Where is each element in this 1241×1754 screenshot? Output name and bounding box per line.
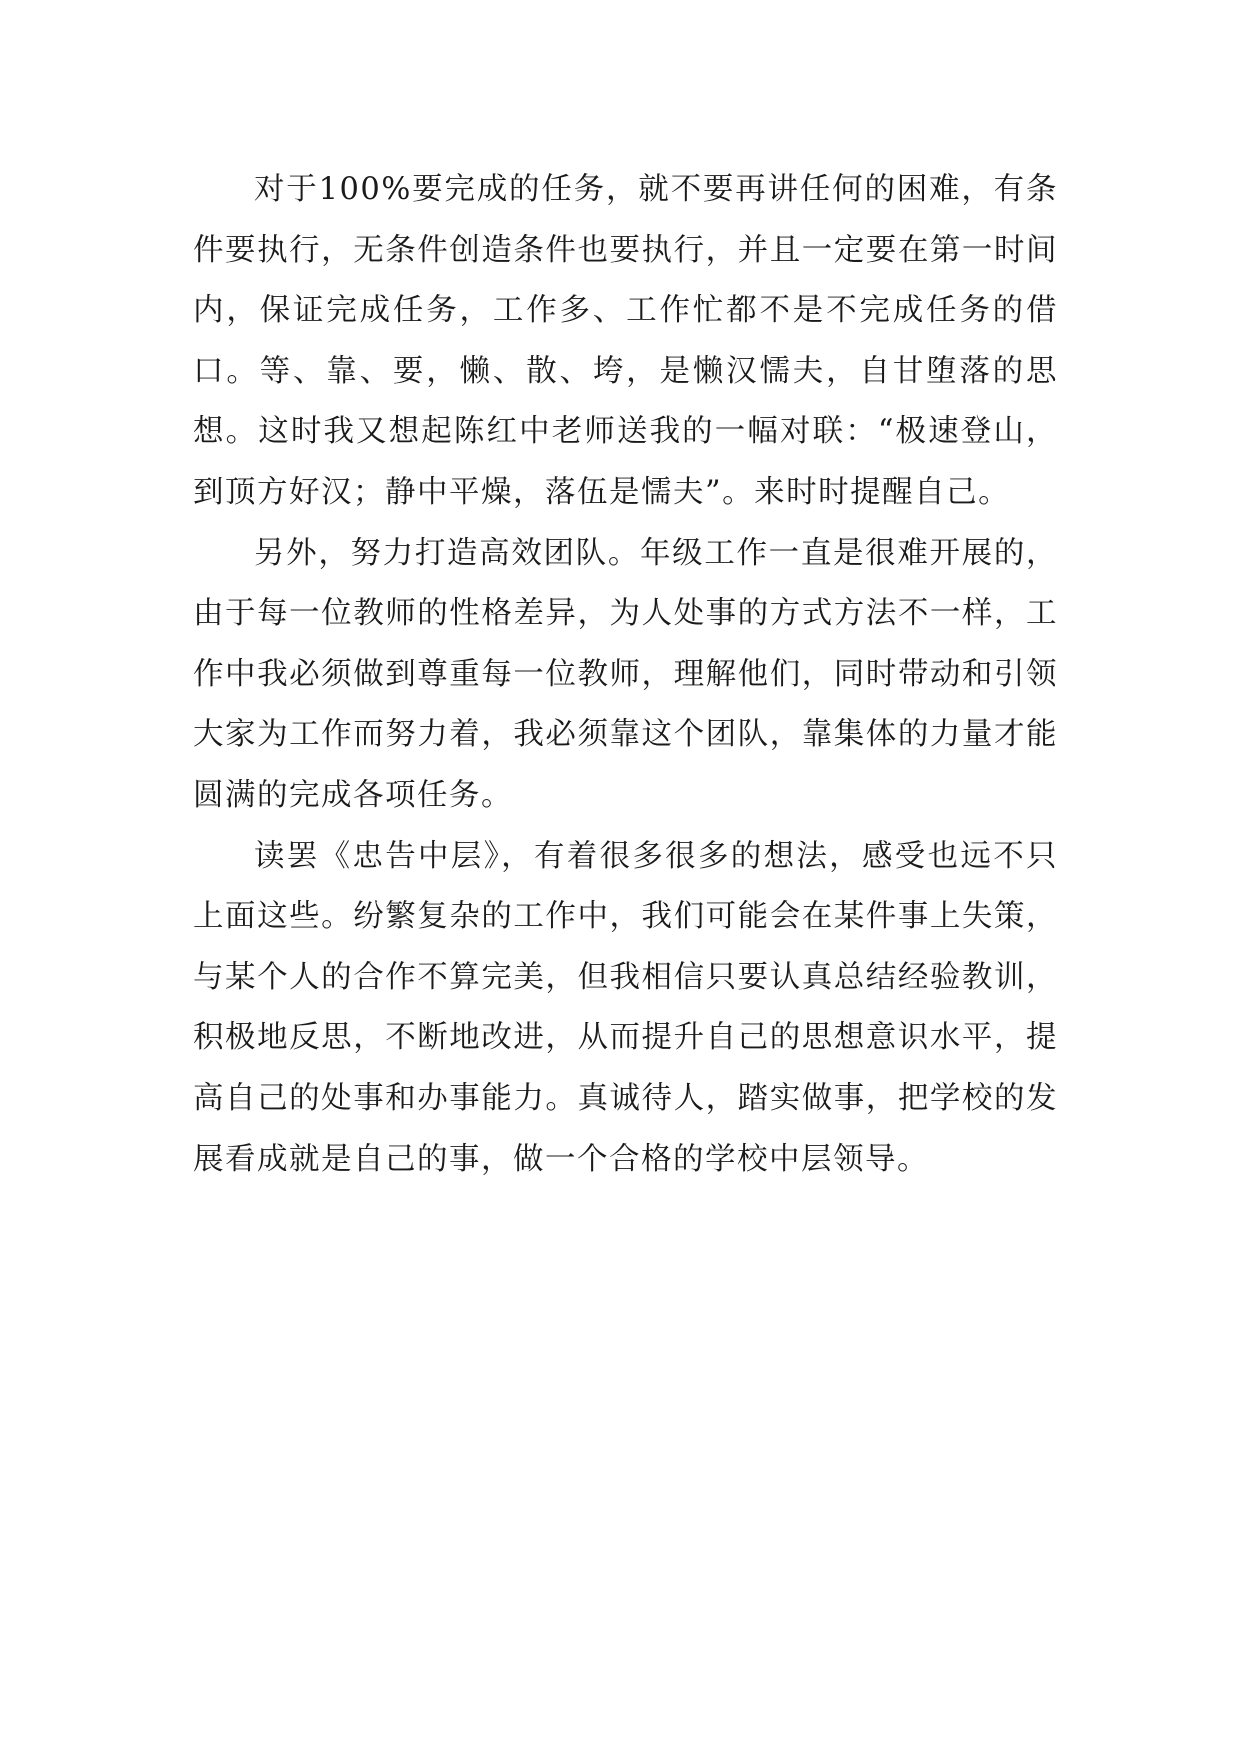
paragraph-3: 读罢《忠告中层》，有着很多很多的想法，感受也远不只上面这些。纷繁复杂的工作中，我们可能会在某件事上失策，与某个人的合作不算完美，但我相信只要认真总结经验教训，积极地反思，不断地改进，从而提升自己的思想意识水平，提高自己的处事和办事能力。真诚待人，踏实做事，把学校的发展看成就是自己的事，做一个合格的学校中层领导。 — [193, 838, 1058, 1177]
paragraph-1: 对于100%要完成的任务，就不要再讲任何的困难，有条件要执行，无条件创造条件也要执行，并且一定要在第一时间内，保证完成任务，工作多、工作忙都不是不完成任务的借口。等、靠、要，懒、散、垮，是懒汉懦夫，自甘堕落的思想。这时我又想起陈红中老师送我的一幅对联：“极速登山，到顶方好汉；静中平燥，落伍是懦夫”。来时时提醒自己。 — [193, 172, 1058, 510]
document-body — [193, 160, 1058, 1190]
paragraph-2: 另外，努力打造高效团队。年级工作一直是很难开展的，由于每一位教师的性格差异，为人处事的方式方法不一样，工作中我必须做到尊重每一位教师，理解他们，同时带动和引领大家为工作而努力着，我必须靠这个团队，靠集体的力量才能圆满的完成各项任务。 — [193, 535, 1058, 813]
